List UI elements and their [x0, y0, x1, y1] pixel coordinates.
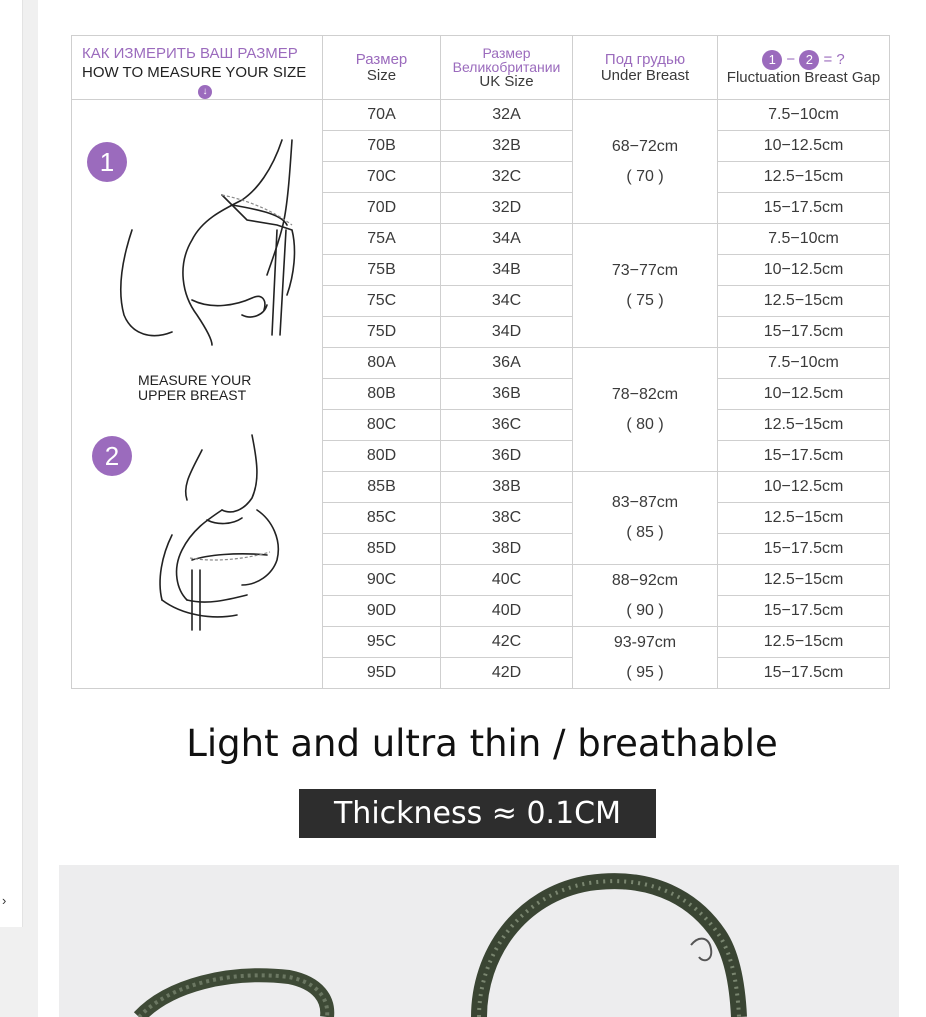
measuring-illustration — [72, 100, 322, 655]
breast-gap-cell: 15−17.5cm — [718, 658, 890, 689]
uk-size-header-ru: Размер Великобритании — [452, 44, 561, 75]
eu-size-cell: 75A — [323, 224, 441, 255]
eu-size-cell: 90D — [323, 596, 441, 627]
size-column-header — [323, 36, 441, 100]
uk-size-cell: 32D — [441, 193, 573, 224]
breast-gap-cell: 12.5−15cm — [718, 627, 890, 658]
upper-breast-label-line2: UPPER BREAST — [138, 387, 247, 403]
fluctuation-formula-result: = ? — [823, 50, 845, 68]
uk-size-cell: 34D — [441, 317, 573, 348]
upper-breast-label — [138, 373, 251, 403]
size-row — [72, 100, 890, 131]
step-1-badge: 1 — [87, 142, 127, 182]
under-breast-range: 78−82cm — [611, 385, 679, 403]
eu-size-cell: 80C — [323, 410, 441, 441]
eu-size-cell: 90C — [323, 565, 441, 596]
eu-size-cell: 70C — [323, 162, 441, 193]
uk-size-cell: 34C — [441, 286, 573, 317]
breast-gap-cell: 7.5−10cm — [718, 348, 890, 379]
size-chart-body — [72, 100, 890, 689]
step-2-icon: 2 — [799, 50, 819, 70]
eu-size-cell: 75D — [323, 317, 441, 348]
uk-size-cell: 36C — [441, 410, 573, 441]
eu-size-cell: 80A — [323, 348, 441, 379]
breast-gap-cell: 12.5−15cm — [718, 503, 890, 534]
eu-size-cell: 95C — [323, 627, 441, 658]
how-to-measure-ru: КАК ИЗМЕРИТЬ ВАШ РАЗМЕР — [82, 45, 298, 62]
lace-strap-image — [59, 865, 899, 1017]
under-breast-band-cell — [573, 348, 718, 472]
thickness-badge: Thickness ≈ 0.1CM — [299, 789, 656, 838]
eu-size-cell: 85D — [323, 534, 441, 565]
under-breast-value: ( 70 ) — [626, 167, 664, 185]
under-breast-range: 73−77cm — [611, 261, 679, 279]
upper-breast-label-line1: MEASURE YOUR — [138, 372, 252, 388]
size-chart-header-row — [72, 36, 890, 100]
under-breast-header-en: Under Breast — [600, 66, 690, 84]
fluctuation-column-header — [718, 36, 890, 100]
uk-size-cell: 32B — [441, 131, 573, 162]
breast-gap-cell: 10−12.5cm — [718, 131, 890, 162]
step-1-icon: 1 — [762, 50, 782, 70]
eu-size-cell: 85B — [323, 472, 441, 503]
size-header-ru: Размер — [355, 50, 408, 68]
uk-size-cell: 36A — [441, 348, 573, 379]
breast-gap-cell: 15−17.5cm — [718, 596, 890, 627]
under-breast-value: ( 75 ) — [626, 291, 664, 309]
uk-size-cell: 38C — [441, 503, 573, 534]
under-breast-header-ru: Под грудью — [604, 50, 686, 68]
under-breast-band-cell — [573, 472, 718, 565]
uk-size-cell: 42D — [441, 658, 573, 689]
breast-gap-cell: 15−17.5cm — [718, 193, 890, 224]
under-breast-range: 93-97cm — [613, 633, 677, 651]
eu-size-cell: 80D — [323, 441, 441, 472]
uk-size-column-header — [441, 36, 573, 100]
breast-gap-cell: 15−17.5cm — [718, 534, 890, 565]
breast-gap-cell: 15−17.5cm — [718, 317, 890, 348]
tagline: Light and ultra thin / breathable — [186, 722, 778, 765]
uk-size-cell: 34A — [441, 224, 573, 255]
under-breast-value: ( 95 ) — [626, 663, 664, 681]
arrow-down-icon: ↓ — [198, 85, 212, 99]
uk-size-cell: 32A — [441, 100, 573, 131]
under-breast-value: ( 85 ) — [626, 524, 664, 541]
uk-size-header-en: UK Size — [479, 72, 534, 90]
eu-size-cell: 85C — [323, 503, 441, 534]
fluctuation-header-en: Fluctuation Breast Gap — [726, 68, 881, 86]
eu-size-cell: 75C — [323, 286, 441, 317]
breast-gap-cell: 7.5−10cm — [718, 224, 890, 255]
uk-size-cell: 36B — [441, 379, 573, 410]
left-side-strip — [0, 0, 23, 927]
breast-gap-cell: 12.5−15cm — [718, 286, 890, 317]
breast-gap-cell: 10−12.5cm — [718, 379, 890, 410]
uk-size-cell: 38B — [441, 472, 573, 503]
step-1-marker — [87, 142, 127, 182]
under-breast-band-cell — [573, 224, 718, 348]
under-breast-band-cell — [573, 565, 718, 627]
under-breast-range: 68−72cm — [611, 137, 679, 155]
illustration-cell — [72, 100, 323, 689]
breast-gap-cell: 15−17.5cm — [718, 441, 890, 472]
breast-gap-cell: 12.5−15cm — [718, 410, 890, 441]
under-breast-range: 83−87cm — [611, 494, 679, 511]
under-breast-value: ( 90 ) — [626, 601, 664, 619]
under-breast-column-header — [573, 36, 718, 100]
breast-gap-cell: 10−12.5cm — [718, 255, 890, 286]
under-breast-band-cell — [573, 100, 718, 224]
size-header-en: Size — [366, 66, 397, 84]
eu-size-cell: 80B — [323, 379, 441, 410]
under-breast-range: 88−92cm — [611, 571, 679, 589]
step-2-badge: 2 — [92, 436, 132, 476]
uk-size-cell: 32C — [441, 162, 573, 193]
breast-gap-cell: 7.5−10cm — [718, 100, 890, 131]
product-photo — [59, 865, 899, 1017]
eu-size-cell: 70A — [323, 100, 441, 131]
eu-size-cell: 70D — [323, 193, 441, 224]
how-to-measure-header — [72, 36, 323, 100]
breast-gap-cell: 10−12.5cm — [718, 472, 890, 503]
uk-size-cell: 34B — [441, 255, 573, 286]
eu-size-cell: 70B — [323, 131, 441, 162]
step-2-marker — [92, 436, 132, 476]
size-chart-table — [71, 35, 890, 689]
uk-size-cell: 40C — [441, 565, 573, 596]
fluctuation-formula: 1 − 2 = ? — [718, 50, 889, 70]
uk-size-cell: 40D — [441, 596, 573, 627]
under-breast-band-cell — [573, 627, 718, 689]
uk-size-cell: 42C — [441, 627, 573, 658]
breast-gap-cell: 12.5−15cm — [718, 162, 890, 193]
breast-gap-cell: 12.5−15cm — [718, 565, 890, 596]
eu-size-cell: 95D — [323, 658, 441, 689]
uk-size-cell: 38D — [441, 534, 573, 565]
chevron-right-icon[interactable]: › — [2, 893, 7, 908]
uk-size-cell: 36D — [441, 441, 573, 472]
how-to-measure-en: HOW TO MEASURE YOUR SIZE — [82, 64, 307, 81]
eu-size-cell: 75B — [323, 255, 441, 286]
under-breast-value: ( 80 ) — [626, 415, 664, 433]
